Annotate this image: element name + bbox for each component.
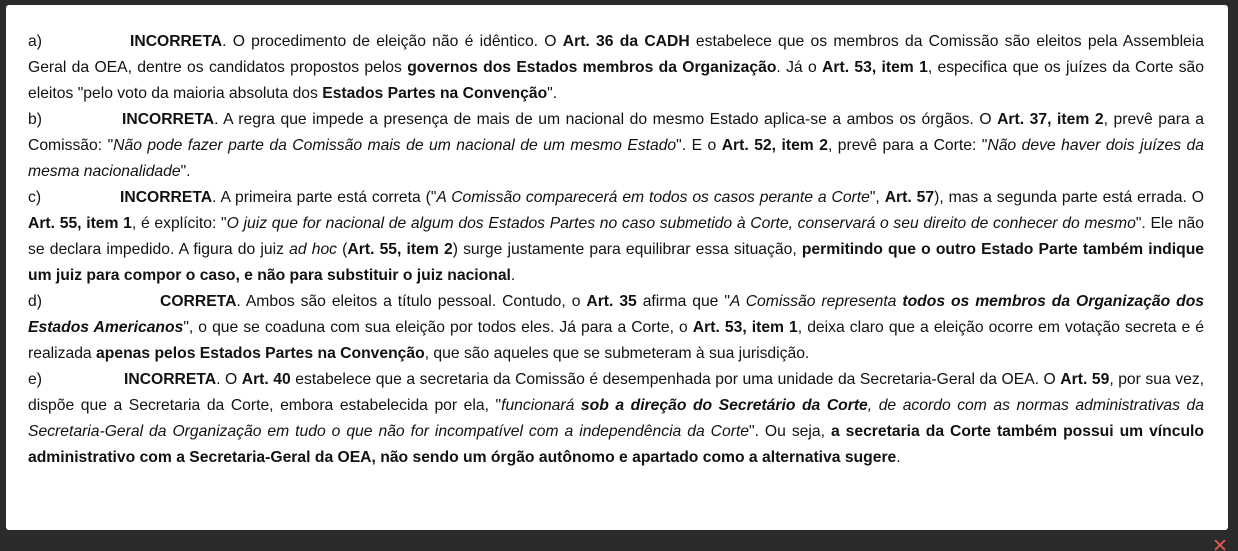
text-segment: Art. 35 [586, 293, 637, 310]
item-a [28, 29, 1204, 107]
text-segment: ", o que se coaduna com sua eleição por todos eles. Já para a Corte, o [183, 319, 693, 336]
text-segment: , prevê para a Corte: " [827, 137, 988, 154]
text-segment: Art. 36 da CADH [562, 33, 690, 50]
text-segment: Art. 55, item 1 [28, 215, 132, 232]
text-segment: , deixa claro que a eleição ocorre em votação secreta e é realizada [28, 319, 1204, 362]
text-segment: ad hoc [289, 241, 338, 258]
text-segment: Estados Partes na Convenção [322, 85, 548, 102]
item-letter: a) [28, 33, 42, 50]
text-segment: estabelece que a secretaria da Comissão é desempenhada por uma unidade da Secretaria-Geral da OEA. O [290, 371, 1061, 388]
text-segment: Não deve haver dois juízes da mesma nacionalidade [28, 137, 1204, 180]
item-letter: c) [28, 189, 42, 206]
item-verdict: INCORRETA [122, 111, 215, 128]
text-segment: a secretaria da Corte também possui um vínculo administrativo com a Secretaria-Geral da OEA, não sendo um órgão autônomo e apartado como a alternativa sugere [28, 423, 1204, 466]
item-d [28, 289, 1204, 367]
text-segment: Art. 59 [1060, 371, 1110, 388]
text-segment: O juiz que for nacional de algum dos Estados Partes no caso submetido à Corte, conservará o seu direito de conhecer do mesmo [226, 215, 1136, 232]
text-segment: , de acordo com as normas administrativas da Secretaria-Geral da Organização em tudo o que não for incompatível com a independência da Corte [28, 397, 1204, 440]
item-verdict: INCORRETA [130, 33, 223, 50]
text-segment: Art. 40 [241, 371, 291, 388]
text-segment: permitindo que o outro Estado Parte também indique um juiz para compor o caso, e não para substituir o juiz nacional [28, 241, 1205, 284]
text-segment: . O [216, 371, 242, 388]
text-segment: governos dos Estados membros da Organização [407, 59, 777, 76]
text-segment: ". Ele não se declara impedido. A figura do juiz [28, 215, 1204, 258]
item-letter: d) [28, 293, 42, 310]
text-segment: Art. 53, item 1 [822, 59, 928, 76]
text-segment: ". Ou seja, [749, 423, 831, 440]
text-segment: , é explícito: " [131, 215, 227, 232]
item-b [28, 107, 1204, 185]
text-segment: . Já o [776, 59, 823, 76]
item-letter: e) [28, 371, 42, 388]
text-segment: . A regra que impede a presença de mais de um nacional do mesmo Estado aplica-se a ambos os órgãos. O [214, 111, 998, 128]
text-segment: A Comissão comparecerá em todos os casos perante a Corte [436, 189, 870, 206]
text-segment: apenas pelos Estados Partes na Convenção [96, 345, 425, 362]
close-icon[interactable] [1214, 538, 1226, 550]
text-segment: ". E o [676, 137, 722, 154]
text-segment: A Comissão representa [729, 293, 903, 310]
text-segment: . A primeira parte está correta (" [212, 189, 437, 206]
text-segment: Art. 53, item 1 [692, 319, 798, 336]
text-segment: ". [547, 85, 558, 102]
text-segment: ". [180, 163, 191, 180]
item-verdict: CORRETA [160, 293, 237, 310]
item-verdict: INCORRETA [124, 371, 217, 388]
text-segment: todos os membros da Organização dos Estados Americanos [28, 293, 1204, 336]
explanation-panel [6, 5, 1228, 530]
item-c [28, 185, 1204, 289]
text-segment: . [510, 267, 516, 284]
text-segment: . [896, 449, 901, 466]
text-segment: Art. 55, item 2 [347, 241, 453, 258]
text-segment: Não pode fazer parte da Comissão mais de um nacional de um mesmo Estado [113, 137, 677, 154]
text-segment: , especifica que os juízes da Corte são eleitos "pelo voto da maioria absoluta dos [28, 59, 1205, 102]
item-letter: b) [28, 111, 42, 128]
text-segment: . Ambos são eleitos a título pessoal. Contudo, o [236, 293, 587, 310]
bottom-bar [0, 530, 1238, 548]
text-segment: , prevê para a Comissão: " [28, 111, 1204, 154]
text-segment: ", [869, 189, 885, 206]
text-segment: Art. 52, item 2 [721, 137, 828, 154]
text-segment: , que são aqueles que se submeteram à sua jurisdição. [424, 345, 810, 362]
text-segment: ), mas a segunda parte está errada. O [934, 189, 1204, 206]
text-segment: estabelece que os membros da Comissão são eleitos pela Assembleia Geral da OEA, dentre os candidatos propostos pelos [28, 33, 1204, 76]
text-segment: Art. 37, item 2 [997, 111, 1104, 128]
item-e [28, 367, 1204, 471]
text-segment: Art. 57 [884, 189, 935, 206]
text-segment: . O procedimento de eleição não é idêntico. O [222, 33, 563, 50]
text-segment: funcionará [501, 397, 581, 414]
text-segment: ) surge justamente para equilibrar essa situação, [452, 241, 802, 258]
text-segment: , por sua vez, dispõe que a Secretaria da Corte, embora estabelecida por ela, " [28, 371, 1205, 414]
item-verdict: INCORRETA [120, 189, 213, 206]
text-segment: sob a direção do Secretário da Corte [580, 397, 868, 414]
text-segment: afirma que " [636, 293, 730, 310]
text-segment: ( [337, 241, 348, 258]
